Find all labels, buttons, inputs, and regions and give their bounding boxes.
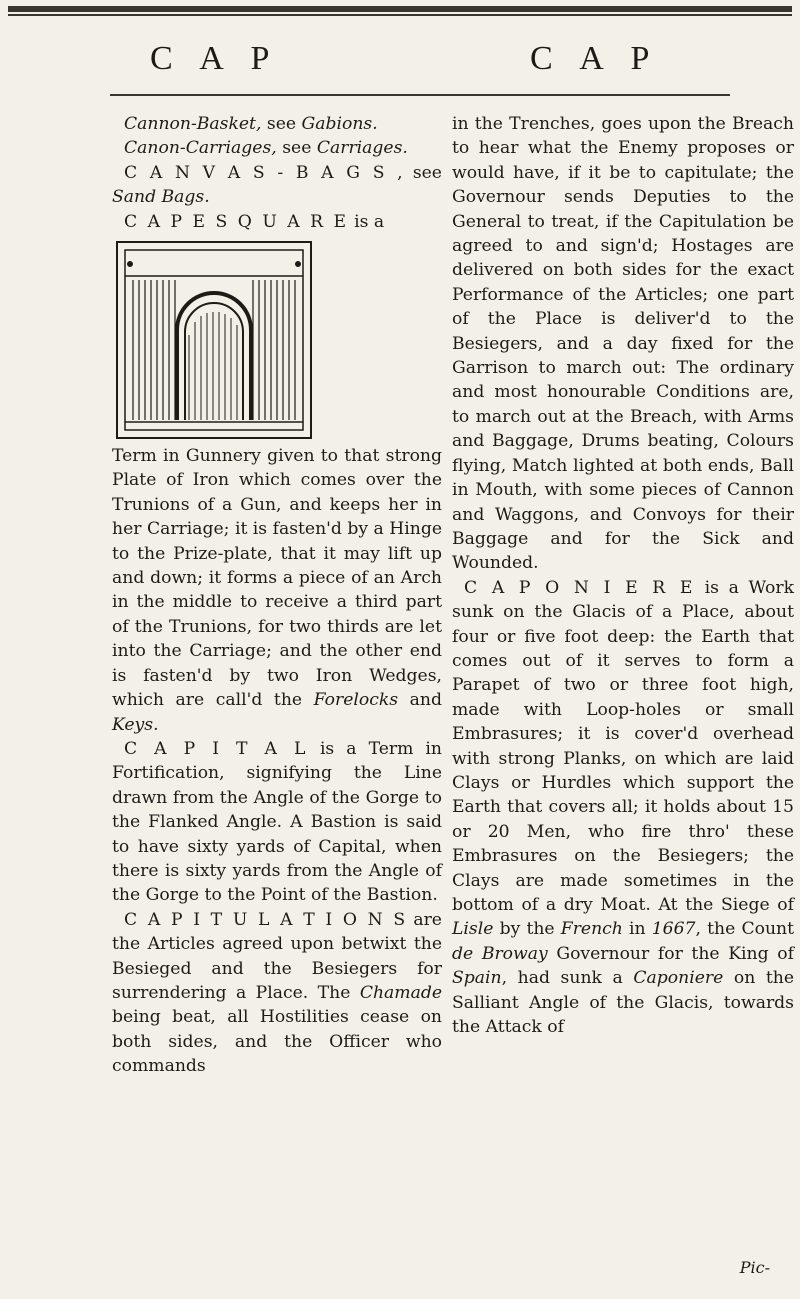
- place-lisle: Lisle: [452, 919, 494, 940]
- headword: C A P O N I E R E: [464, 577, 695, 598]
- entry-text: see: [261, 114, 302, 134]
- cross-reference: Carriages.: [316, 138, 408, 159]
- cape-square-illustration: [115, 240, 313, 440]
- term-chamade: Chamade: [359, 982, 442, 1003]
- headword: C A P E S Q U A R E: [124, 211, 349, 232]
- running-header: [0, 40, 800, 100]
- entry-text: on the Salliant Angle of the Glacis, towards the Attack of: [452, 968, 794, 1038]
- text-line: comes over the Trunions of a: [112, 470, 442, 515]
- entry-text: is a Work sunk on the Glacis of a Place, about four or five foot deep: the Earth that comes out of it serves to form a Parapet of two or three foot high, made with Loop-holes or small Embrasures; it is cover'd overhead with strong Planks, on which are laid Clays or Hurdles which support the Earth that covers all; it holds about 15 or 20 Men, who fire thro' these Embrasures on the Besiegers; the Clays are made sometimes in the bottom of a dry Moat. At the Siege of: [452, 577, 794, 915]
- header-left: C A P: [150, 40, 280, 77]
- text-line: a piece of an Arch in the middle: [112, 568, 442, 613]
- entry-text: is a: [348, 211, 385, 232]
- name-de-broway: de Broway: [452, 943, 548, 964]
- entry-text: see: [405, 162, 442, 183]
- top-border-thin: [8, 14, 792, 16]
- term-french: French: [560, 919, 623, 940]
- right-column: [452, 112, 794, 1039]
- entry-canon-carriages: [112, 136, 442, 160]
- term-forelocks: Forelocks: [313, 690, 399, 711]
- entry-cape-square-body: [112, 444, 442, 737]
- entry-text: Governour for the King of: [547, 943, 794, 964]
- entry-text: , had sunk a: [501, 968, 634, 989]
- text-line: into the Carriage; and the other: [112, 641, 403, 662]
- entry-capitulations: [112, 908, 442, 1079]
- entry-text: being beat, all Hostilities cease on both sides, and the Officer who commands: [112, 1007, 442, 1077]
- catchword: Pic-: [739, 1258, 770, 1277]
- entry-text: is a Term in Fortification, signifying the Line drawn from the Angle of the Gorge to the Flanked Angle. A Bastion is said to have sixty yards of Capital, when there is sixty yards from the Angle of the Gorge to the Point of the Bastion.: [112, 738, 442, 906]
- left-column: [112, 112, 442, 1079]
- text-line: strong Plate of Iron which: [112, 446, 442, 491]
- cross-reference: Sand Bags.: [112, 187, 210, 208]
- entry-text: , the Count: [695, 919, 794, 940]
- header-right: C A P: [530, 40, 660, 77]
- cross-reference: Gabions.: [301, 114, 378, 134]
- text-line: may lift up and down; it forms: [112, 543, 442, 589]
- text-line: Term in Gunnery given to that: [112, 446, 380, 467]
- place-spain: Spain: [452, 968, 502, 989]
- text-line: Gun, and keeps her in her: [112, 494, 443, 540]
- entry-caponiere: [452, 576, 794, 1040]
- headword: Canon-Carriages,: [124, 138, 277, 159]
- entry-cape-square-head: [112, 210, 442, 234]
- headword: C A N V A S - B A G S ,: [124, 162, 406, 183]
- top-border: [8, 6, 792, 12]
- text-line: to receive a third part of the: [112, 592, 443, 637]
- entry-text: by the: [493, 919, 561, 940]
- year: 1667: [651, 919, 696, 940]
- entry-canvas-bags: [112, 161, 442, 210]
- text-line: Trunions, for two thirds are let: [169, 616, 442, 637]
- entry-capitulations-cont: in the Trenches, goes upon the Breach to hear what the Enemy proposes or would have, if it be to capitulate; the Governour sends Deputies to the General to treat, if the Capitulation be agreed to and sign'd; Hostages are delivered on both sides for the exact Performance of the Articles; one part of the Place is deliver'd to the Besiegers, and a day fixed for the Garrison to march out: The ordinary and most honourable Conditions are, to march out at the Breach, with Arms and Baggage, Drums beating, Colours flying, Match lighted at both ends, Ball in Mouth, with some pieces of Cannon and Waggons, and Convoys for their Baggage and for the Sick and Wounded.: [452, 114, 794, 574]
- term-caponiere: Caponiere: [633, 968, 724, 989]
- entry-text: are the Articles agreed upon betwixt the Besieged and the Besiegers for surrendering a Place. The: [112, 909, 442, 1003]
- text-line: Hinge to the Prize-plate, that it: [112, 519, 442, 564]
- headword: C A P I T A L: [124, 738, 308, 759]
- term-keys: Keys.: [112, 714, 159, 735]
- text-line: Carriage; it is fasten'd by a: [146, 519, 384, 540]
- entry-text: and: [398, 690, 442, 711]
- text-line: end is fasten'd by two Iron Wedges,: [112, 641, 442, 686]
- text-line: which are call'd the: [112, 690, 314, 711]
- headword: Cannon-Basket,: [124, 114, 262, 134]
- entry-text: see: [276, 138, 317, 159]
- entry-text: in: [622, 919, 652, 940]
- entry-cannon-basket: [112, 112, 442, 136]
- cape-square-figure: [115, 240, 313, 440]
- header-rule: [110, 94, 730, 96]
- headword: C A P I T U L A T I O N S: [124, 909, 408, 930]
- entry-capital: [112, 737, 442, 908]
